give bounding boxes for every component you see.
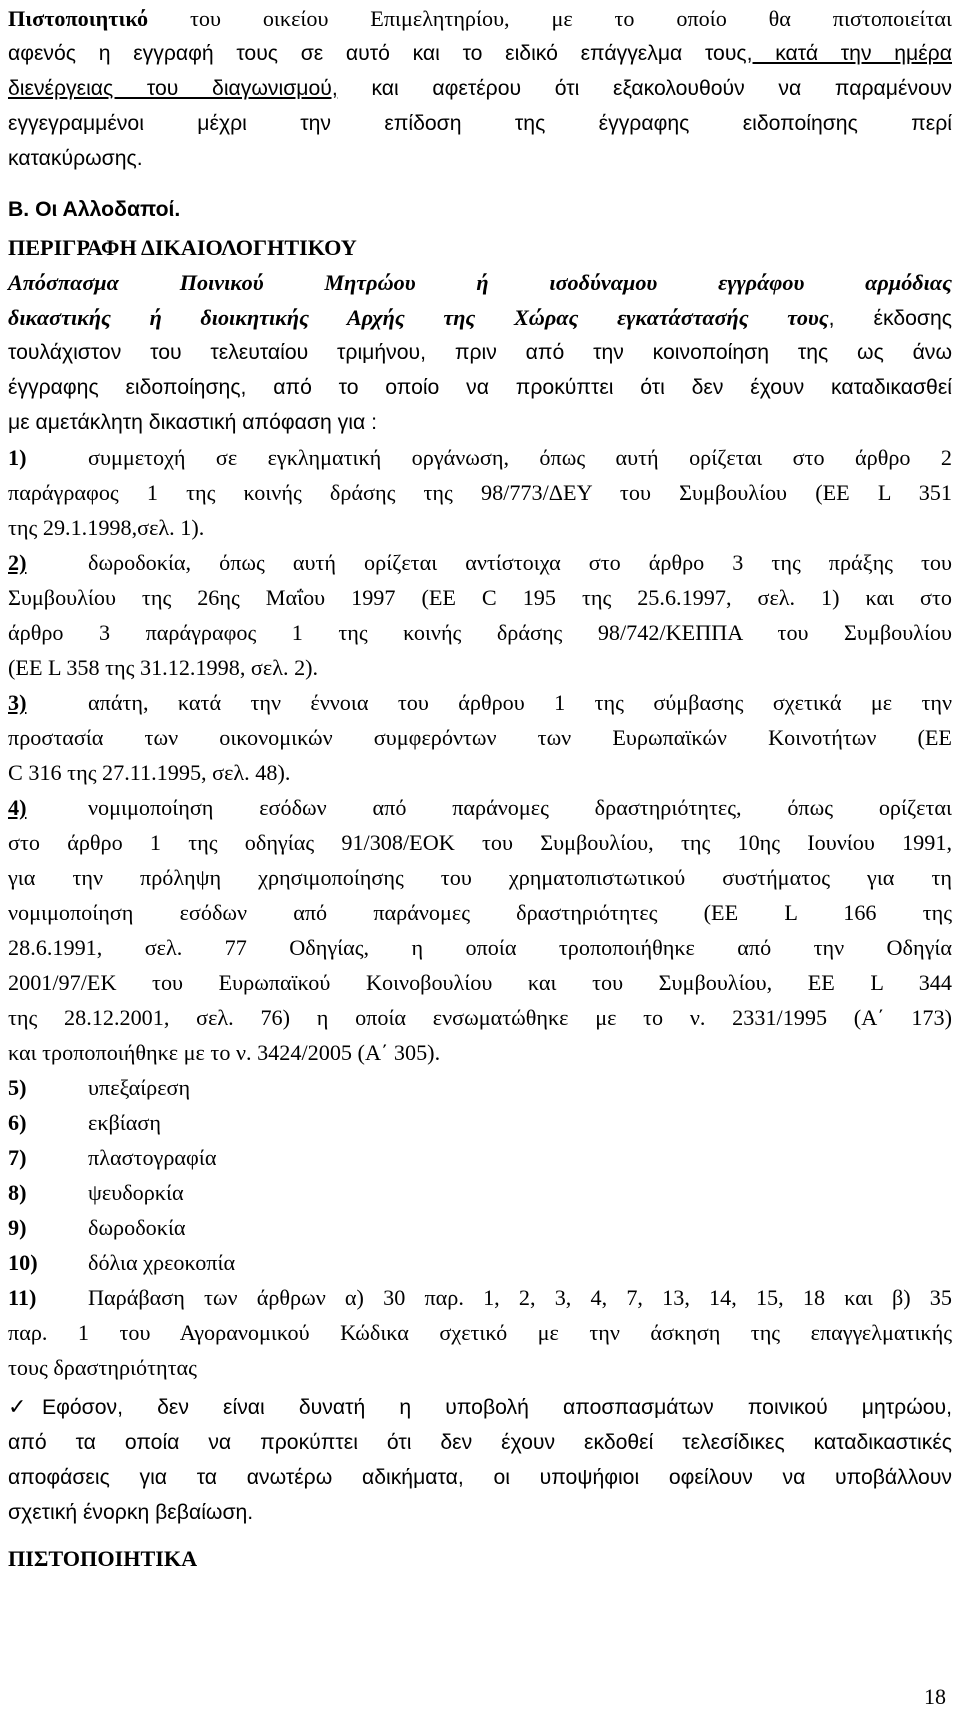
list-item-line: για την πρόληψη χρησιμοποίησης του χρηματοπιστωτικού συστήματος για τη bbox=[8, 865, 952, 890]
item-number: 5) bbox=[8, 1075, 27, 1100]
item-number: 10) bbox=[8, 1250, 38, 1275]
note-line-1: ✓ Εφόσον, δεν είναι δυνατή η υποβολή αποσπασμάτων ποινικού μητρώου, bbox=[8, 1390, 952, 1425]
list-item: 2) δωροδοκία, όπως αυτή ορίζεται αντίστοιχα στο άρθρο 3 της πράξης του bbox=[8, 545, 952, 580]
item-number: 3) bbox=[8, 690, 27, 715]
item-number: 1) bbox=[8, 445, 27, 470]
intro-line-2: αφενός η εγγραφή τους σε αυτό και το ειδικό επάγγελμα τους, κατά την ημέρα bbox=[8, 42, 952, 65]
extract-line-4: έγγραφης ειδοποίησης, από το οποίο να προκύπτει ότι δεν έχουν καταδικασθεί bbox=[8, 376, 952, 399]
list-item: 5) υπεξαίρεση bbox=[8, 1070, 952, 1105]
list-item-line: παράγραφος 1 της κοινής δράσης της 98/773/ΔΕΥ του Συμβουλίου (ΕΕ L 351 bbox=[8, 480, 952, 505]
description-heading: ΠΕΡΙΓΡΑΦΗ ΔΙΚΑΙΟΛΟΓΗΤΙΚΟΥ bbox=[8, 235, 357, 260]
list-item-line: τους δραστηριότητας bbox=[8, 1355, 197, 1380]
list-item: 1) συμμετοχή σε εγκληματική οργάνωση, όπως αυτή ορίζεται στο άρθρο 2 bbox=[8, 440, 952, 475]
item-number: 11) bbox=[8, 1285, 37, 1310]
list-item-line: παρ. 1 του Αγορανομικού Κώδικα σχετικό με την άσκηση της επαγγελματικής bbox=[8, 1320, 952, 1345]
list-item-line: προστασία των οικονομικών συμφερόντων των Ευρωπαϊκών Κοινοτήτων (ΕΕ bbox=[8, 725, 952, 750]
list-item-line: νομιμοποίηση εσόδων από παράνομες δραστηριότητες (ΕΕ L 166 της bbox=[8, 900, 952, 925]
list-item: 3) απάτη, κατά την έννοια του άρθρου 1 της σύμβασης σχετικά με την bbox=[8, 685, 952, 720]
page-number: 18 bbox=[924, 1684, 946, 1709]
item-number: 2) bbox=[8, 550, 27, 575]
item-number: 4) bbox=[8, 795, 27, 820]
note-line-2: από τα οποία να προκύπτει ότι δεν έχουν εκδοθεί τελεσίδικες καταδικαστικές bbox=[8, 1431, 952, 1454]
list-item-line: της 29.1.1998,σελ. 1). bbox=[8, 515, 205, 540]
extract-line-5: με αμετάκλητη δικαστική απόφαση για : bbox=[8, 411, 377, 434]
intro-line-3: διενέργειας του διαγωνισμού, και αφετέρου ότι εξακολουθούν να παραμένουν bbox=[8, 77, 953, 100]
list-item-line: (ΕΕ L 358 της 31.12.1998, σελ. 2). bbox=[8, 655, 319, 680]
list-item: 9) δωροδοκία bbox=[8, 1210, 952, 1245]
list-item-line: 2001/97/ΕΚ του Ευρωπαϊκού Κοινοβουλίου και του Συμβουλίου, ΕΕ L 344 bbox=[8, 970, 952, 995]
certificate-term: Πιστοποιητικό bbox=[8, 6, 149, 31]
section-heading: Β. Οι Αλλοδαποί. bbox=[8, 198, 181, 221]
extract-line-2: δικαστικής ή διοικητικής Αρχής της Χώρας εγκατάστασής τους, έκδοσης bbox=[8, 305, 952, 330]
list-item-line: C 316 της 27.11.1995, σελ. 48). bbox=[8, 760, 291, 785]
list-item: 4) νομιμοποίηση εσόδων από παράνομες δραστηριότητες, όπως ορίζεται bbox=[8, 790, 952, 825]
item-number: 6) bbox=[8, 1110, 27, 1135]
list-item-line: 28.6.1991, σελ. 77 Οδηγίας, η οποία τροποποιήθηκε από την Οδηγία bbox=[8, 935, 952, 960]
intro-line-5: κατακύρωσης. bbox=[8, 147, 143, 170]
item-number: 9) bbox=[8, 1215, 27, 1240]
checkmark-icon: ✓ bbox=[8, 1395, 27, 1420]
list-item: 11) Παράβαση των άρθρων α) 30 παρ. 1, 2, 3, 4, 7, 13, 14, 15, 18 και β) 35 bbox=[8, 1280, 952, 1315]
list-item: 10) δόλια χρεοκοπία bbox=[8, 1245, 952, 1280]
intro-line-4: εγγεγραμμένοι μέχρι την επίδοση της έγγραφης ειδοποίησης περί bbox=[8, 112, 952, 135]
extract-line-3: τουλάχιστον του τελευταίου τριμήνου, πριν από την κοινοποίηση της ως άνω bbox=[8, 341, 952, 364]
intro-line-1: Πιστοποιητικό του οικείου Επιμελητηρίου, με το οποίο θα πιστοποιείται bbox=[8, 6, 952, 31]
list-item-line: Συμβουλίου της 26ης Μαΐου 1997 (ΕΕ C 195 της 25.6.1997, σελ. 1) και στο bbox=[8, 585, 952, 610]
list-item: 6) εκβίαση bbox=[8, 1105, 952, 1140]
list-item-line: και τροποποιήθηκε με το ν. 3424/2005 (Α΄ 305). bbox=[8, 1040, 441, 1065]
certificates-heading: ΠΙΣΤΟΠΟΙΗΤΙΚΑ bbox=[8, 1546, 198, 1571]
item-number: 7) bbox=[8, 1145, 27, 1170]
list-item-line: της 28.12.2001, σελ. 76) η οποία ενσωματώθηκε με το ν. 2331/1995 (Α΄ 173) bbox=[8, 1005, 952, 1030]
note-line-4: σχετική ένορκη βεβαίωση. bbox=[8, 1501, 254, 1524]
list-item-line: στο άρθρο 1 της οδηγίας 91/308/ΕΟΚ του Συμβουλίου, της 10ης Ιουνίου 1991, bbox=[8, 830, 952, 855]
list-item: 7) πλαστογραφία bbox=[8, 1140, 952, 1175]
note-line-3: αποφάσεις για τα ανωτέρω αδικήματα, οι υποψήφιοι οφείλουν να υποβάλλουν bbox=[8, 1466, 952, 1489]
item-number: 8) bbox=[8, 1180, 27, 1205]
list-item: 8) ψευδορκία bbox=[8, 1175, 952, 1210]
list-item-line: άρθρο 3 παράγραφος 1 της κοινής δράσης 98/742/ΚΕΠΠΑ του Συμβουλίου bbox=[8, 620, 952, 645]
extract-line-1: Απόσπασμα Ποινικού Μητρώου ή ισοδύναμου εγγράφου αρμόδιας bbox=[8, 270, 952, 295]
